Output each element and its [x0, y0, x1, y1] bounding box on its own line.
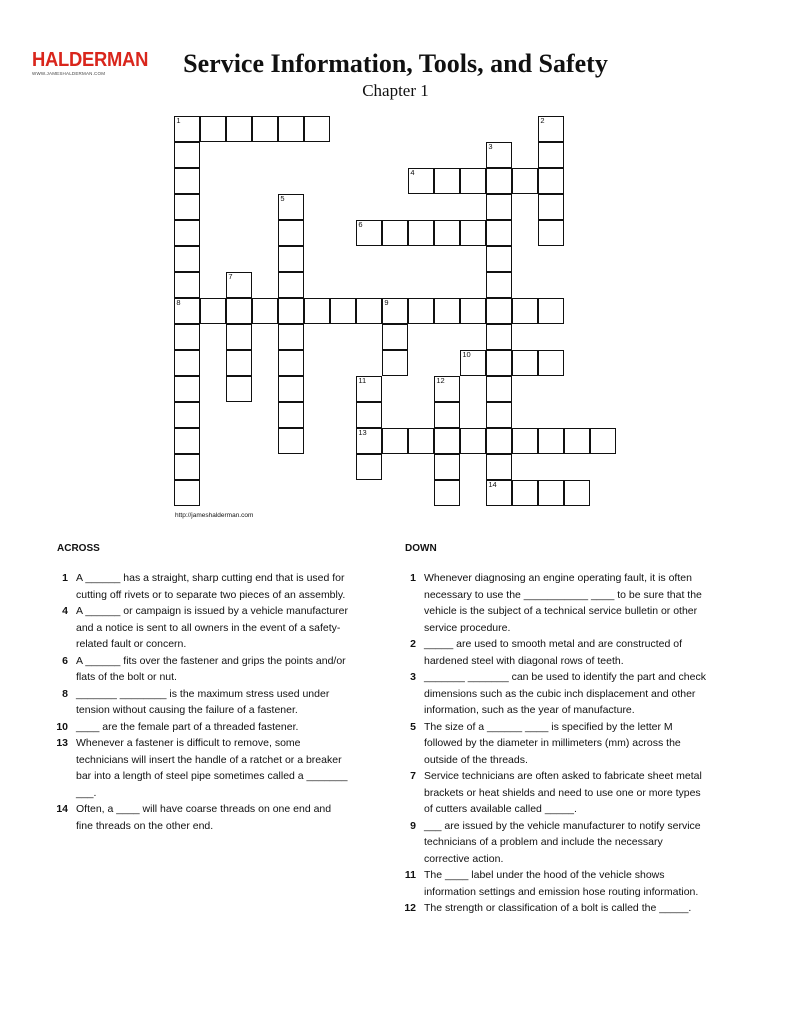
grid-cell[interactable]	[538, 142, 564, 168]
clue-number: 8	[62, 687, 68, 700]
cell-number: 2	[540, 116, 545, 126]
grid-cell[interactable]	[356, 428, 382, 454]
across-heading: ACROSS	[57, 543, 100, 554]
grid-cell[interactable]	[174, 194, 200, 220]
cell-number: 9	[384, 298, 389, 308]
grid-cell[interactable]	[278, 428, 304, 454]
logo-url: WWW.JAMESHALDERMAN.COM	[32, 71, 106, 76]
clue-text: _______ ________ is the maximum stress used under tension without causing the failure of a fastener.	[76, 687, 330, 716]
grid-cell[interactable]	[226, 350, 252, 376]
across-clue-list	[48, 570, 348, 834]
cell-number: 7	[228, 272, 233, 282]
grid-cell[interactable]	[590, 428, 616, 454]
grid-cell[interactable]	[434, 454, 460, 480]
grid-cell[interactable]	[408, 220, 434, 246]
grid-cell[interactable]	[434, 480, 460, 506]
clue-item	[48, 570, 348, 603]
grid-cell[interactable]	[460, 350, 486, 376]
clue-item	[396, 669, 711, 719]
grid-cell[interactable]	[356, 402, 382, 428]
grid-cell[interactable]	[434, 402, 460, 428]
grid-cell[interactable]	[174, 272, 200, 298]
clue-text: Whenever a fastener is difficult to remove, some technicians will insert the handle of a ratchet or a breaker bar into a length of steel pipe sometimes called a _______ ___.	[76, 737, 348, 799]
grid-cell[interactable]	[512, 350, 538, 376]
clue-item	[48, 735, 348, 801]
clue-text: Service technicians are often asked to fabricate sheet metal brackets or heat shields and need to use one or more types of cutters available called _____.	[424, 770, 702, 815]
cell-number: 4	[410, 168, 415, 178]
grid-cell[interactable]	[382, 324, 408, 350]
clue-text: ____ are the female part of a threaded fastener.	[76, 720, 299, 733]
grid-cell[interactable]	[278, 376, 304, 402]
grid-cell[interactable]	[408, 168, 434, 194]
grid-cell[interactable]	[460, 168, 486, 194]
grid-cell[interactable]	[356, 454, 382, 480]
grid-cell[interactable]	[174, 350, 200, 376]
clue-item	[396, 570, 711, 636]
clue-item	[396, 818, 711, 868]
grid-cell[interactable]	[486, 246, 512, 272]
grid-cell[interactable]	[278, 272, 304, 298]
grid-cell[interactable]	[512, 428, 538, 454]
grid-cell[interactable]	[278, 402, 304, 428]
grid-cell[interactable]	[538, 116, 564, 142]
grid-cell[interactable]	[278, 220, 304, 246]
clue-item	[48, 603, 348, 653]
grid-cell[interactable]	[382, 298, 408, 324]
clue-text: A ______ or campaign is issued by a vehicle manufacturer and a notice is sent to all owners in the event of a safety-related fault or concern.	[76, 605, 348, 650]
cell-number: 13	[358, 428, 367, 438]
grid-cell[interactable]	[486, 194, 512, 220]
grid-cell[interactable]	[512, 168, 538, 194]
grid-cell[interactable]	[408, 428, 434, 454]
grid-cell[interactable]	[434, 428, 460, 454]
clue-item	[396, 900, 711, 917]
down-clue-list	[396, 570, 711, 917]
clue-text: The size of a ______ ____ is specified by the letter M followed by the diameter in millimeters (mm) across the outside of the threads.	[424, 720, 681, 766]
grid-cell[interactable]	[356, 220, 382, 246]
grid-cell[interactable]	[174, 454, 200, 480]
grid-cell[interactable]	[174, 168, 200, 194]
cell-number: 6	[358, 220, 363, 230]
grid-cell[interactable]	[174, 480, 200, 506]
grid-cell[interactable]	[278, 324, 304, 350]
clue-number: 2	[410, 638, 416, 650]
grid-cell[interactable]	[304, 298, 330, 324]
grid-cell[interactable]	[538, 168, 564, 194]
clue-item	[48, 719, 348, 736]
cell-number: 12	[436, 376, 445, 386]
grid-cell[interactable]	[226, 272, 252, 298]
clue-text: Often, a ____ will have coarse threads on one end and fine threads on the other end.	[76, 803, 332, 832]
grid-cell[interactable]	[278, 298, 304, 324]
grid-cell[interactable]	[486, 142, 512, 168]
grid-cell[interactable]	[512, 480, 538, 506]
grid-cell[interactable]	[486, 298, 512, 324]
grid-cell[interactable]	[330, 298, 356, 324]
clue-text: The ____ label under the hood of the vehicle shows information settings and emission hose routing information.	[424, 869, 699, 898]
grid-cell[interactable]	[174, 376, 200, 402]
grid-cell[interactable]	[174, 428, 200, 454]
cell-number: 1	[176, 116, 181, 126]
grid-cell[interactable]	[174, 298, 200, 324]
grid-cell[interactable]	[538, 298, 564, 324]
grid-cell[interactable]	[174, 246, 200, 272]
grid-cell[interactable]	[226, 324, 252, 350]
clue-number: 5	[410, 720, 416, 733]
clue-text: _____ are used to smooth metal and are constructed of hardened steel with diagonal rows of teeth.	[424, 638, 682, 667]
grid-cell[interactable]	[486, 454, 512, 480]
cell-number: 14	[488, 480, 497, 490]
grid-cell[interactable]	[226, 298, 252, 324]
clue-item	[48, 801, 348, 834]
grid-cell[interactable]	[356, 298, 382, 324]
clue-text: A ______ fits over the fastener and grips the points and/or flats of the bolt or nut.	[76, 654, 346, 683]
grid-cell[interactable]	[460, 298, 486, 324]
grid-cell[interactable]	[200, 116, 226, 142]
grid-cell[interactable]	[174, 116, 200, 142]
cell-number: 11	[358, 376, 367, 386]
grid-cell[interactable]	[564, 428, 590, 454]
grid-cell[interactable]	[486, 480, 512, 506]
grid-cell[interactable]	[460, 220, 486, 246]
clue-number: 7	[410, 770, 416, 782]
grid-cell[interactable]	[434, 298, 460, 324]
grid-cell[interactable]	[486, 376, 512, 402]
cell-number: 3	[488, 142, 493, 152]
clue-number: 10	[56, 720, 68, 733]
grid-cell[interactable]	[434, 168, 460, 194]
grid-cell[interactable]	[174, 220, 200, 246]
down-heading: DOWN	[405, 543, 437, 554]
grid-cell[interactable]	[174, 142, 200, 168]
grid-cell[interactable]	[486, 220, 512, 246]
grid-cell[interactable]	[538, 220, 564, 246]
grid-cell[interactable]	[486, 350, 512, 376]
grid-cell[interactable]	[356, 376, 382, 402]
grid-cell[interactable]	[486, 428, 512, 454]
clue-item	[396, 719, 711, 769]
grid-cell[interactable]	[434, 220, 460, 246]
website-link[interactable]: http://jameshalderman.com	[175, 512, 254, 519]
grid-cell[interactable]	[538, 480, 564, 506]
grid-cell[interactable]	[538, 428, 564, 454]
grid-cell[interactable]	[486, 168, 512, 194]
clue-number: 1	[410, 572, 416, 584]
crossword-grid	[175, 117, 643, 507]
clue-item	[396, 636, 711, 669]
grid-cell[interactable]	[226, 376, 252, 402]
grid-cell[interactable]	[434, 376, 460, 402]
grid-cell[interactable]	[304, 116, 330, 142]
grid-cell[interactable]	[486, 324, 512, 350]
clue-number: 6	[62, 654, 68, 667]
grid-cell[interactable]	[252, 298, 278, 324]
clue-text: _______ _______ can be used to identify the part and check dimensions such as the cubic inch displacement and other information, such as the year of manufacture.	[424, 671, 706, 716]
cell-number: 8	[176, 298, 181, 308]
chapter-subtitle: Chapter 1	[362, 81, 429, 100]
grid-cell[interactable]	[538, 350, 564, 376]
grid-cell[interactable]	[408, 298, 434, 324]
clue-item	[48, 653, 348, 686]
clue-item	[48, 686, 348, 719]
grid-cell[interactable]	[278, 350, 304, 376]
grid-cell[interactable]	[382, 350, 408, 376]
clue-item	[396, 768, 711, 818]
clue-number: 11	[404, 869, 416, 881]
grid-cell[interactable]	[278, 116, 304, 142]
cell-number: 5	[280, 194, 285, 204]
grid-cell[interactable]	[564, 480, 590, 506]
page-title: Service Information, Tools, and Safety	[183, 49, 608, 78]
clue-text: Whenever diagnosing an engine operating fault, it is often necessary to use the ___________ ____ to be sure that the vehicle is the subject of a technical service bulletin or other service procedure.	[424, 572, 702, 634]
clue-number: 12	[404, 902, 416, 914]
clue-number: 9	[410, 819, 416, 832]
clue-number: 14	[56, 803, 68, 815]
grid-cell[interactable]	[538, 194, 564, 220]
clue-text: ___ are issued by the vehicle manufacturer to notify service technicians of a problem and include the necessary corrective action.	[424, 819, 701, 865]
logo-wordmark: HALDERMAN	[32, 49, 149, 71]
grid-cell[interactable]	[382, 428, 408, 454]
grid-cell[interactable]	[382, 220, 408, 246]
clue-text: The strength or classification of a bolt is called the _____.	[424, 902, 692, 914]
clue-number: 1	[62, 572, 68, 584]
grid-cell[interactable]	[226, 116, 252, 142]
grid-cell[interactable]	[174, 324, 200, 350]
grid-cell[interactable]	[278, 194, 304, 220]
grid-cell[interactable]	[252, 116, 278, 142]
grid-cell[interactable]	[512, 298, 538, 324]
grid-cell[interactable]	[278, 246, 304, 272]
clue-item	[396, 867, 711, 900]
clue-number: 13	[56, 737, 68, 749]
clue-text: A ______ has a straight, sharp cutting end that is used for cutting off rivets or to separate two pieces of an assembly.	[76, 572, 346, 601]
clue-number: 4	[62, 605, 68, 617]
cell-number: 10	[462, 350, 471, 360]
grid-cell[interactable]	[486, 272, 512, 298]
grid-cell[interactable]	[174, 402, 200, 428]
grid-cell[interactable]	[486, 402, 512, 428]
clue-number: 3	[410, 671, 416, 683]
grid-cell[interactable]	[460, 428, 486, 454]
grid-cell[interactable]	[200, 298, 226, 324]
